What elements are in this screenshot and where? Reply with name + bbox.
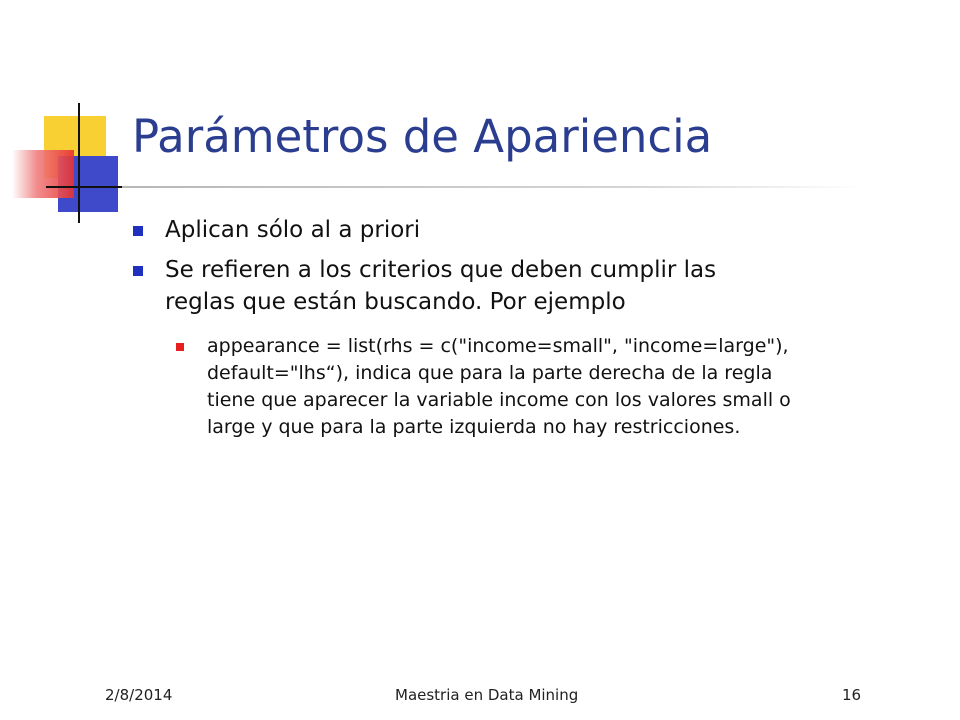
bullet-marker bbox=[133, 266, 143, 276]
sub-bullet-line: tiene que aparecer la variable income con los valores small o bbox=[207, 389, 791, 411]
sub-bullet-line: default="lhs“), indica que para la parte derecha de la regla bbox=[207, 362, 773, 384]
sub-bullet-line: appearance = list(rhs = c("income=small", "income=large"), bbox=[207, 335, 789, 357]
bullet-text: Aplican sólo al a priori bbox=[165, 217, 421, 243]
title-underline bbox=[122, 186, 864, 188]
bullet-text-continuation: reglas que están buscando. Por ejemplo bbox=[165, 289, 626, 315]
bullet-text: Se refieren a los criterios que deben cumplir las bbox=[165, 257, 717, 283]
footer-date: 2/8/2014 bbox=[105, 686, 173, 704]
footer-title: Maestria en Data Mining bbox=[395, 686, 579, 704]
decorative-horizontal-line bbox=[46, 186, 128, 188]
page-number: 16 bbox=[842, 686, 862, 704]
decorative-red-gradient bbox=[12, 150, 74, 198]
slide-title: Parámetros de Apariencia bbox=[132, 110, 713, 163]
sub-bullet-marker bbox=[176, 343, 184, 351]
decorative-vertical-line bbox=[78, 103, 80, 223]
sub-bullet-line: large y que para la parte izquierda no hay restricciones. bbox=[207, 416, 741, 438]
bullet-marker bbox=[133, 226, 143, 236]
